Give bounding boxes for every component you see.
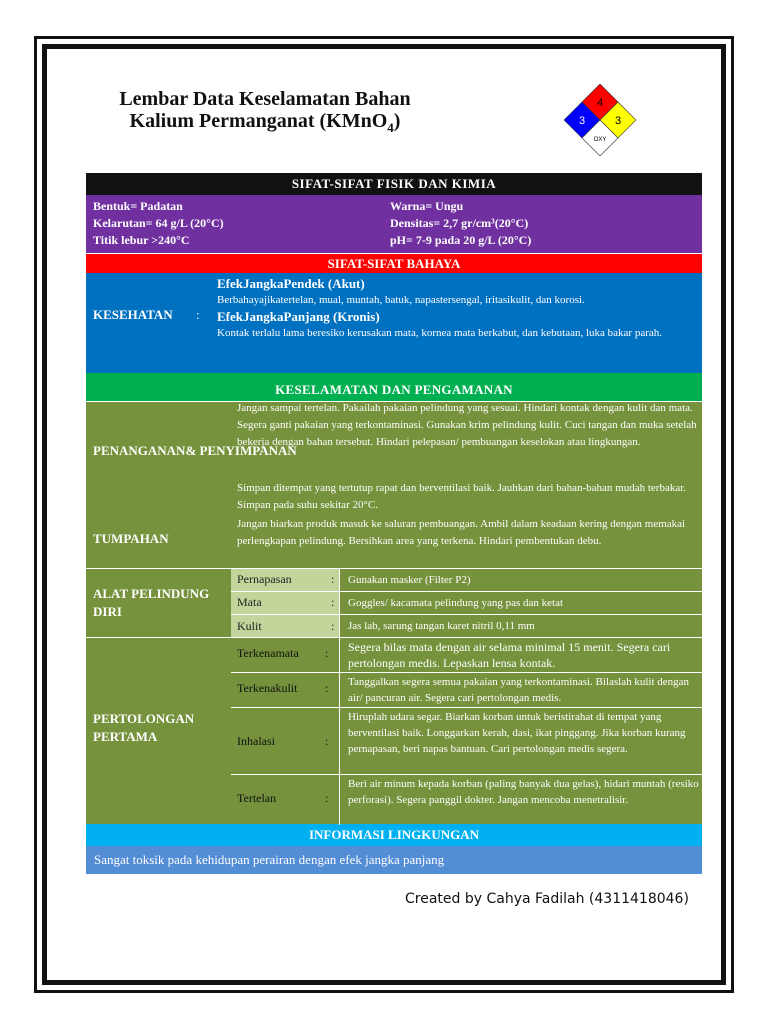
- physical-properties-body: [86, 195, 702, 253]
- title-close-paren: ): [393, 110, 401, 132]
- first-aid-value: Tanggalkan segera semua pakaian yang terkontaminasi. Bilaslah kulit dengan air/ pancuran air. Segera cari pertolongan medis.: [339, 673, 702, 707]
- first-aid-skin: [231, 673, 702, 708]
- chronic-effects-text: Kontak terlalu lama beresiko kerusakan mata, kornea mata berkabut, dan kebutaan, luka bakar parah.: [217, 327, 663, 339]
- physical-properties-header: SIFAT-SIFAT FISIK DAN KIMIA: [86, 173, 702, 195]
- ppe-name: Mata: [231, 592, 331, 614]
- ppe-colon: :: [331, 615, 339, 637]
- first-aid-value: Beri air minum kepada korban (paling banyak dua gelas), hidari muntah (resiko perforasi). Segera panggil dokter. Jangan mencoba menetralisir.: [339, 775, 702, 825]
- document-title: [100, 88, 430, 139]
- first-aid-value: Hiruplah udara segar. Biarkan korban untuk beristirahat di tempat yang berventilasi baik. Longgarkan kerah, dasi, ikat pinggang. Jika korban kurang pernapasan, beri napas bantuan. Cari pertolongan medis segera.: [339, 708, 702, 774]
- first-aid-colon: :: [325, 681, 329, 695]
- chronic-effects-title: EfekJangkaPanjang (Kronis): [217, 309, 380, 324]
- physical-item: Warna= Ungu: [390, 199, 464, 213]
- ppe-row: [86, 568, 702, 637]
- first-aid-inhalation: [231, 708, 702, 775]
- safety-header: KESELAMATAN DAN PENGAMANAN: [86, 379, 702, 401]
- spill-text: Jangan biarkan produk masuk ke saluran pembuangan. Ambil dalam keadaan kering dengan memakai perlengkapan pelindung. Bersihkan area yang terkena. Hindari pembentukan debu.: [237, 518, 686, 547]
- health-colon: :: [196, 307, 200, 322]
- ppe-item-skin: [231, 615, 702, 637]
- first-aid-eyes: [231, 638, 702, 673]
- title-chemical-name: Kalium Permanganat (KMnO: [129, 110, 388, 132]
- first-aid-name: Inhalasi: [237, 734, 275, 748]
- handling-text: Jangan sampai tertelan. Pakailah pakaian pelindung yang sesuai. Hindari kontak dengan kulit dan mata. Segera ganti pakaian yang terkontaminasi. Gunakan krim pelindung kulit. Cuci tangan dan muka setelah bekerja dengan bahan tersebut. Hindari pelepasan/ pembuangan keselokan atau lingkungan.: [237, 402, 697, 448]
- physical-right-column: [390, 198, 531, 249]
- title-subscript: 4: [387, 120, 394, 135]
- physical-item: Titik lebur >240°C: [93, 233, 190, 247]
- handling-spill-row: [86, 401, 702, 568]
- first-aid-name: Terkenakulit: [237, 681, 298, 695]
- title-line-1: Lembar Data Keselamatan Bahan: [119, 88, 411, 110]
- first-aid-name: Tertelan: [237, 791, 277, 805]
- ppe-value: Jas lab, sarung tangan karet nitril 0,11 mm: [339, 615, 702, 637]
- environment-header: INFORMASI LINGKUNGAN: [86, 824, 702, 846]
- ppe-item-eyes: [231, 592, 702, 615]
- first-aid-ingestion: [231, 775, 702, 825]
- first-aid-colon: :: [325, 646, 329, 660]
- hazards-header: SIFAT-SIFAT BAHAYA: [86, 254, 702, 273]
- first-aid-label: PERTOLONGAN PERTAMA: [93, 711, 195, 744]
- storage-text: Simpan ditempat yang tertutup rapat dan berventilasi baik. Jauhkan dari bahan-bahan mudah terbakar. Simpan pada suhu sekitar 20°C.: [237, 482, 687, 511]
- special-rating: OXY: [593, 137, 607, 143]
- first-aid-row: [86, 637, 702, 824]
- health-text-block: [217, 275, 697, 341]
- ppe-name: Kulit: [231, 615, 331, 637]
- title-line-2: [100, 110, 430, 139]
- handling-storage-label: PENANGANAN& PENYIMPANAN: [93, 443, 297, 458]
- first-aid-name: Terkenamata: [237, 646, 299, 660]
- first-aid-table: [231, 638, 702, 825]
- health-hazards-section: [86, 273, 702, 373]
- environment-text: Sangat toksik pada kehidupan perairan dengan efek jangka panjang: [86, 846, 702, 874]
- safety-data-sheet: [86, 173, 702, 874]
- health-label: KESEHATAN: [93, 307, 173, 322]
- ppe-colon: :: [331, 592, 339, 614]
- first-aid-value: Segera bilas mata dengan air selama minimal 15 menit. Segera cari pertolongan medis. Lepaskan lensa kontak.: [339, 638, 702, 672]
- physical-item: Bentuk= Padatan: [93, 199, 183, 213]
- first-aid-colon: :: [325, 791, 329, 805]
- reactivity-rating: 3: [614, 115, 622, 127]
- ppe-colon: :: [331, 569, 339, 591]
- author-credit: Created by Cahya Fadilah (4311418046): [405, 891, 689, 907]
- ppe-value: Goggles/ kacamata pelindung yang pas dan ketat: [339, 592, 702, 614]
- physical-left-column: [93, 198, 224, 249]
- fire-rating: 4: [596, 97, 604, 109]
- acute-effects-title: EfekJangkaPendek (Akut): [217, 276, 365, 291]
- ppe-value: Gunakan masker (Filter P2): [339, 569, 702, 591]
- ppe-name: Pernapasan: [231, 569, 331, 591]
- physical-item: Kelarutan= 64 g/L (20°C): [93, 216, 224, 230]
- ppe-table: [231, 569, 702, 637]
- health-rating: 3: [578, 115, 586, 127]
- physical-item: Densitas= 2,7 gr/cm³(20°C): [390, 216, 529, 230]
- first-aid-colon: :: [325, 734, 329, 748]
- spill-label: TUMPAHAN: [93, 531, 169, 546]
- acute-effects-text: Berbahayajikatertelan, mual, muntah, batuk, napastersengal, iritasikulit, dan korosi.: [217, 294, 585, 306]
- ppe-item-respiratory: [231, 569, 702, 592]
- ppe-label: ALAT PELINDUNG DIRI: [93, 586, 210, 619]
- nfpa-hazard-diamond-icon: [564, 84, 636, 156]
- physical-item: pH= 7-9 pada 20 g/L (20°C): [390, 233, 532, 247]
